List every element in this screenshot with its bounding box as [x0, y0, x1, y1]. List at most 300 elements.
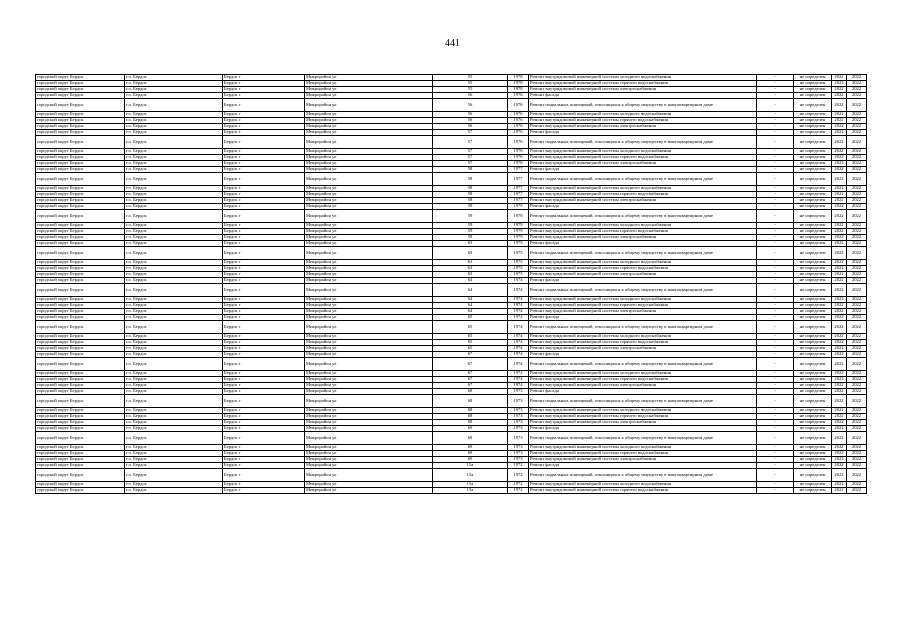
cell-year-end: 2022 [847, 297, 867, 303]
cell-city: Бердск г [223, 99, 305, 112]
cell-district: городской округ Бердск [36, 260, 125, 266]
cell-status: не определен [794, 87, 832, 93]
cell-year-start: 2022 [832, 266, 847, 272]
cell-dash: - [757, 371, 794, 377]
cell-city: Бердск г [223, 432, 305, 445]
cell-street: Микрорайон ул [305, 260, 433, 266]
cell-dash: - [757, 223, 794, 229]
cell-street: Микрорайон ул [305, 75, 433, 81]
cell-year: 1977 [508, 167, 529, 173]
cell-year: 1976 [508, 112, 529, 118]
cell-year-start: 2022 [832, 235, 847, 241]
cell-year-end: 2022 [847, 334, 867, 340]
cell-settlement: г.о. Бердск [125, 377, 223, 383]
cell-settlement: г.о. Бердск [125, 284, 223, 297]
cell-settlement: г.о. Бердск [125, 303, 223, 309]
cell-work-type: Ремонт внутридомовой инженерной системы горячего водоснабжения [529, 155, 757, 161]
cell-settlement: г.о. Бердск [125, 186, 223, 192]
cell-year: 1972 [508, 469, 529, 482]
cell-year: 1974 [508, 315, 529, 321]
cell-dash: - [757, 469, 794, 482]
cell-street: Микрорайон ул [305, 284, 433, 297]
cell-status: не определен [794, 309, 832, 315]
cell-year-start: 2022 [832, 155, 847, 161]
cell-status: не определен [794, 186, 832, 192]
cell-house: 59 [433, 223, 508, 229]
cell-work-type: Ремонт внутридомовой инженерной системы горячего водоснабжения [529, 81, 757, 87]
cell-district: городской округ Бердск [36, 383, 125, 389]
cell-year: 1977 [508, 173, 529, 186]
cell-house: 65 [433, 315, 508, 321]
cell-dash: - [757, 112, 794, 118]
cell-district: городской округ Бердск [36, 395, 125, 408]
cell-status: не определен [794, 229, 832, 235]
cell-status: не определен [794, 284, 832, 297]
cell-dash: - [757, 426, 794, 432]
cell-settlement: г.о. Бердск [125, 309, 223, 315]
cell-city: Бердск г [223, 445, 305, 451]
cell-year: 1979 [508, 223, 529, 229]
cell-street: Микрорайон ул [305, 210, 433, 223]
cell-city: Бердск г [223, 75, 305, 81]
cell-year-end: 2022 [847, 488, 867, 494]
cell-street: Микрорайон ул [305, 155, 433, 161]
cell-street: Микрорайон ул [305, 340, 433, 346]
cell-settlement: г.о. Бердск [125, 445, 223, 451]
cell-district: городской округ Бердск [36, 408, 125, 414]
cell-status: не определен [794, 414, 832, 420]
cell-settlement: г.о. Бердск [125, 192, 223, 198]
cell-house: 57 [433, 149, 508, 155]
cell-dash: - [757, 414, 794, 420]
cell-work-type: Ремонт внутридомовой инженерной системы холодного водоснабжения [529, 408, 757, 414]
cell-status: не определен [794, 210, 832, 223]
cell-year: 1973 [508, 389, 529, 395]
cell-dash: - [757, 334, 794, 340]
cell-district: городской округ Бердск [36, 118, 125, 124]
cell-dash: - [757, 278, 794, 284]
cell-year: 1974 [508, 352, 529, 358]
cell-dash: - [757, 186, 794, 192]
cell-work-type: Ремонт фасада [529, 167, 757, 173]
cell-district: городской округ Бердск [36, 414, 125, 420]
cell-settlement: г.о. Бердск [125, 235, 223, 241]
cell-year: 1973 [508, 445, 529, 451]
cell-year-start: 2022 [832, 192, 847, 198]
cell-work-type: Ремонт внутридомовой инженерной системы электроснабжения [529, 383, 757, 389]
cell-status: не определен [794, 235, 832, 241]
cell-city: Бердск г [223, 303, 305, 309]
cell-year-start: 2022 [832, 432, 847, 445]
cell-street: Микрорайон ул [305, 488, 433, 494]
cell-year-end: 2022 [847, 463, 867, 469]
cell-work-type: Ремонт внутридомовой инженерной системы электроснабжения [529, 161, 757, 167]
cell-dash: - [757, 99, 794, 112]
cell-house: 15а [433, 488, 508, 494]
cell-city: Бердск г [223, 340, 305, 346]
cell-district: городской округ Бердск [36, 284, 125, 297]
cell-year: 1974 [508, 303, 529, 309]
cell-year: 1972 [508, 463, 529, 469]
cell-street: Микрорайон ул [305, 426, 433, 432]
table-row [36, 136, 867, 149]
cell-settlement: г.о. Бердск [125, 241, 223, 247]
cell-year-end: 2022 [847, 241, 867, 247]
cell-status: не определен [794, 451, 832, 457]
cell-city: Бердск г [223, 321, 305, 334]
cell-work-type: Ремонт внутридомовой инженерной системы горячего водоснабжения [529, 451, 757, 457]
cell-settlement: г.о. Бердск [125, 420, 223, 426]
cell-work-type: Ремонт внутридомовой инженерной системы электроснабжения [529, 457, 757, 463]
cell-city: Бердск г [223, 161, 305, 167]
cell-year-start: 2022 [832, 81, 847, 87]
cell-district: городской округ Бердск [36, 173, 125, 186]
cell-year-start: 2022 [832, 198, 847, 204]
cell-house: 67 [433, 377, 508, 383]
cell-district: городской округ Бердск [36, 93, 125, 99]
cell-status: не определен [794, 173, 832, 186]
cell-street: Микрорайон ул [305, 192, 433, 198]
cell-settlement: г.о. Бердск [125, 278, 223, 284]
cell-street: Микрорайон ул [305, 130, 433, 136]
table-row [36, 358, 867, 371]
cell-district: городской округ Бердск [36, 81, 125, 87]
cell-street: Микрорайон ул [305, 463, 433, 469]
cell-street: Микрорайон ул [305, 198, 433, 204]
cell-street: Микрорайон ул [305, 266, 433, 272]
cell-city: Бердск г [223, 149, 305, 155]
cell-status: не определен [794, 112, 832, 118]
cell-dash: - [757, 155, 794, 161]
cell-work-type: Ремонт фасада [529, 389, 757, 395]
cell-year: 1974 [508, 383, 529, 389]
cell-settlement: г.о. Бердск [125, 210, 223, 223]
cell-year-start: 2022 [832, 210, 847, 223]
cell-house: 68 [433, 420, 508, 426]
cell-street: Микрорайон ул [305, 112, 433, 118]
cell-status: не определен [794, 75, 832, 81]
cell-status: не определен [794, 260, 832, 266]
cell-year: 1976 [508, 124, 529, 130]
cell-dash: - [757, 192, 794, 198]
cell-street: Микрорайон ул [305, 482, 433, 488]
cell-year-start: 2022 [832, 469, 847, 482]
cell-settlement: г.о. Бердск [125, 118, 223, 124]
cell-year-start: 2022 [832, 488, 847, 494]
cell-house: 68 [433, 395, 508, 408]
cell-work-type: Ремонт внутридомовой инженерной системы горячего водоснабжения [529, 377, 757, 383]
cell-work-type: Ремонт фасада [529, 352, 757, 358]
cell-status: не определен [794, 155, 832, 161]
cell-year-start: 2022 [832, 278, 847, 284]
cell-year-start: 2022 [832, 334, 847, 340]
cell-year-end: 2022 [847, 210, 867, 223]
cell-status: не определен [794, 482, 832, 488]
cell-settlement: г.о. Бердск [125, 426, 223, 432]
cell-house: 56 [433, 112, 508, 118]
cell-status: не определен [794, 321, 832, 334]
cell-work-type: Ремонт фасада [529, 463, 757, 469]
cell-status: не определен [794, 272, 832, 278]
cell-city: Бердск г [223, 186, 305, 192]
cell-district: городской округ Бердск [36, 334, 125, 340]
cell-street: Микрорайон ул [305, 358, 433, 371]
cell-year-start: 2022 [832, 272, 847, 278]
cell-settlement: г.о. Бердск [125, 149, 223, 155]
cell-work-type: Ремонт внутридомовой инженерной системы электроснабжения [529, 272, 757, 278]
cell-district: городской округ Бердск [36, 346, 125, 352]
cell-year: 1975 [508, 247, 529, 260]
cell-year: 1974 [508, 371, 529, 377]
cell-settlement: г.о. Бердск [125, 167, 223, 173]
cell-year-end: 2022 [847, 186, 867, 192]
cell-year-end: 2022 [847, 136, 867, 149]
cell-year-start: 2022 [832, 426, 847, 432]
cell-city: Бердск г [223, 173, 305, 186]
cell-city: Бердск г [223, 93, 305, 99]
cell-year: 1974 [508, 297, 529, 303]
cell-settlement: г.о. Бердск [125, 352, 223, 358]
cell-year-end: 2022 [847, 389, 867, 395]
cell-district: городской округ Бердск [36, 457, 125, 463]
cell-year-end: 2022 [847, 161, 867, 167]
cell-settlement: г.о. Бердск [125, 321, 223, 334]
cell-work-type: Ремонт подвальных помещений, относящихся к общему имуществу в многоквартирном доме [529, 247, 757, 260]
cell-city: Бердск г [223, 408, 305, 414]
cell-city: Бердск г [223, 469, 305, 482]
cell-district: городской округ Бердск [36, 315, 125, 321]
cell-settlement: г.о. Бердск [125, 173, 223, 186]
cell-dash: - [757, 198, 794, 204]
cell-year-start: 2022 [832, 303, 847, 309]
table-row [36, 284, 867, 297]
cell-settlement: г.о. Бердск [125, 463, 223, 469]
cell-work-type: Ремонт внутридомовой инженерной системы холодного водоснабжения [529, 334, 757, 340]
cell-street: Микрорайон ул [305, 136, 433, 149]
cell-work-type: Ремонт подвальных помещений, относящихся к общему имуществу в многоквартирном доме [529, 99, 757, 112]
cell-year-start: 2022 [832, 241, 847, 247]
cell-year-end: 2022 [847, 87, 867, 93]
cell-street: Микрорайон ул [305, 297, 433, 303]
cell-settlement: г.о. Бердск [125, 198, 223, 204]
cell-year-start: 2022 [832, 204, 847, 210]
cell-status: не определен [794, 192, 832, 198]
table-row [36, 99, 867, 112]
cell-city: Бердск г [223, 371, 305, 377]
cell-street: Микрорайон ул [305, 408, 433, 414]
cell-dash: - [757, 75, 794, 81]
cell-dash: - [757, 463, 794, 469]
cell-district: городской округ Бердск [36, 198, 125, 204]
cell-year-end: 2022 [847, 204, 867, 210]
cell-settlement: г.о. Бердск [125, 469, 223, 482]
cell-status: не определен [794, 241, 832, 247]
cell-district: городской округ Бердск [36, 303, 125, 309]
cell-year-end: 2022 [847, 457, 867, 463]
cell-year-end: 2022 [847, 247, 867, 260]
cell-year: 1976 [508, 149, 529, 155]
cell-house: 56 [433, 99, 508, 112]
cell-city: Бердск г [223, 81, 305, 87]
cell-settlement: г.о. Бердск [125, 432, 223, 445]
cell-year: 1977 [508, 198, 529, 204]
cell-work-type: Ремонт подвальных помещений, относящихся к общему имуществу в многоквартирном доме [529, 395, 757, 408]
cell-year-start: 2022 [832, 149, 847, 155]
cell-city: Бердск г [223, 136, 305, 149]
cell-dash: - [757, 229, 794, 235]
table-row [36, 488, 867, 494]
cell-status: не определен [794, 457, 832, 463]
cell-settlement: г.о. Бердск [125, 204, 223, 210]
cell-city: Бердск г [223, 272, 305, 278]
cell-house: 63 [433, 241, 508, 247]
cell-settlement: г.о. Бердск [125, 93, 223, 99]
cell-work-type: Ремонт фасада [529, 315, 757, 321]
cell-year-end: 2022 [847, 124, 867, 130]
cell-district: городской округ Бердск [36, 358, 125, 371]
cell-street: Микрорайон ул [305, 346, 433, 352]
cell-status: не определен [794, 247, 832, 260]
cell-work-type: Ремонт внутридомовой инженерной системы электроснабжения [529, 309, 757, 315]
cell-status: не определен [794, 463, 832, 469]
cell-year-start: 2022 [832, 482, 847, 488]
cell-year: 1974 [508, 358, 529, 371]
cell-city: Бердск г [223, 223, 305, 229]
cell-year: 1979 [508, 204, 529, 210]
cell-year: 1973 [508, 432, 529, 445]
cell-year: 1974 [508, 346, 529, 352]
cell-dash: - [757, 118, 794, 124]
cell-dash: - [757, 488, 794, 494]
cell-dash: - [757, 309, 794, 315]
cell-district: городской округ Бердск [36, 488, 125, 494]
cell-district: городской округ Бердск [36, 192, 125, 198]
cell-year-start: 2022 [832, 389, 847, 395]
cell-status: не определен [794, 377, 832, 383]
cell-year-start: 2022 [832, 99, 847, 112]
cell-house: 59 [433, 229, 508, 235]
cell-year: 1974 [508, 309, 529, 315]
cell-year-end: 2022 [847, 315, 867, 321]
cell-street: Микрорайон ул [305, 389, 433, 395]
cell-year-start: 2022 [832, 229, 847, 235]
cell-settlement: г.о. Бердск [125, 408, 223, 414]
cell-settlement: г.о. Бердск [125, 488, 223, 494]
cell-status: не определен [794, 426, 832, 432]
cell-work-type: Ремонт внутридомовой инженерной системы горячего водоснабжения [529, 229, 757, 235]
cell-year: 1976 [508, 93, 529, 99]
cell-status: не определен [794, 149, 832, 155]
cell-settlement: г.о. Бердск [125, 124, 223, 130]
cell-year: 1974 [508, 334, 529, 340]
cell-year-start: 2022 [832, 75, 847, 81]
cell-district: городской округ Бердск [36, 167, 125, 173]
cell-city: Бердск г [223, 229, 305, 235]
cell-year-start: 2022 [832, 352, 847, 358]
cell-district: городской округ Бердск [36, 420, 125, 426]
cell-settlement: г.о. Бердск [125, 482, 223, 488]
cell-status: не определен [794, 93, 832, 99]
cell-work-type: Ремонт внутридомовой инженерной системы холодного водоснабжения [529, 186, 757, 192]
cell-house: 64 [433, 297, 508, 303]
cell-street: Микрорайон ул [305, 223, 433, 229]
cell-city: Бердск г [223, 358, 305, 371]
cell-district: городской округ Бердск [36, 309, 125, 315]
cell-year-start: 2022 [832, 130, 847, 136]
cell-year-end: 2022 [847, 445, 867, 451]
cell-year-end: 2022 [847, 192, 867, 198]
cell-year-end: 2022 [847, 420, 867, 426]
cell-work-type: Ремонт внутридомовой инженерной системы электроснабжения [529, 198, 757, 204]
cell-year-end: 2022 [847, 93, 867, 99]
cell-year-end: 2022 [847, 272, 867, 278]
cell-work-type: Ремонт подвальных помещений, относящихся к общему имуществу в многоквартирном доме [529, 321, 757, 334]
cell-house: 67 [433, 383, 508, 389]
cell-work-type: Ремонт подвальных помещений, относящихся к общему имуществу в многоквартирном доме [529, 210, 757, 223]
cell-year-start: 2022 [832, 377, 847, 383]
cell-street: Микрорайон ул [305, 247, 433, 260]
cell-settlement: г.о. Бердск [125, 229, 223, 235]
cell-dash: - [757, 81, 794, 87]
cell-city: Бердск г [223, 198, 305, 204]
cell-status: не определен [794, 278, 832, 284]
cell-house: 68 [433, 389, 508, 395]
cell-year-start: 2022 [832, 340, 847, 346]
cell-year: 1973 [508, 426, 529, 432]
cell-house: 68 [433, 414, 508, 420]
cell-dash: - [757, 130, 794, 136]
table-body [36, 75, 867, 494]
cell-work-type: Ремонт внутридомовой инженерной системы горячего водоснабжения [529, 192, 757, 198]
cell-city: Бердск г [223, 192, 305, 198]
cell-settlement: г.о. Бердск [125, 315, 223, 321]
cell-city: Бердск г [223, 241, 305, 247]
cell-house: 55 [433, 87, 508, 93]
cell-city: Бердск г [223, 457, 305, 463]
cell-city: Бердск г [223, 87, 305, 93]
cell-year-start: 2022 [832, 87, 847, 93]
cell-year-end: 2022 [847, 75, 867, 81]
cell-status: не определен [794, 334, 832, 340]
cell-year-end: 2022 [847, 451, 867, 457]
cell-settlement: г.о. Бердск [125, 155, 223, 161]
cell-street: Микрорайон ул [305, 99, 433, 112]
cell-work-type: Ремонт фасада [529, 93, 757, 99]
cell-street: Микрорайон ул [305, 81, 433, 87]
cell-street: Микрорайон ул [305, 469, 433, 482]
cell-street: Микрорайон ул [305, 445, 433, 451]
cell-settlement: г.о. Бердск [125, 346, 223, 352]
table-row [36, 173, 867, 186]
cell-settlement: г.о. Бердск [125, 414, 223, 420]
cell-work-type: Ремонт внутридомовой инженерной системы холодного водоснабжения [529, 445, 757, 451]
cell-city: Бердск г [223, 260, 305, 266]
cell-district: городской округ Бердск [36, 278, 125, 284]
cell-dash: - [757, 297, 794, 303]
cell-city: Бердск г [223, 210, 305, 223]
cell-city: Бердск г [223, 451, 305, 457]
cell-year-end: 2022 [847, 383, 867, 389]
cell-year: 1973 [508, 395, 529, 408]
cell-work-type: Ремонт подвальных помещений, относящихся к общему имуществу в многоквартирном доме [529, 432, 757, 445]
cell-status: не определен [794, 315, 832, 321]
cell-status: не определен [794, 223, 832, 229]
cell-year-start: 2022 [832, 346, 847, 352]
cell-work-type: Ремонт фасада [529, 241, 757, 247]
cell-year-start: 2022 [832, 383, 847, 389]
cell-settlement: г.о. Бердск [125, 99, 223, 112]
cell-dash: - [757, 340, 794, 346]
